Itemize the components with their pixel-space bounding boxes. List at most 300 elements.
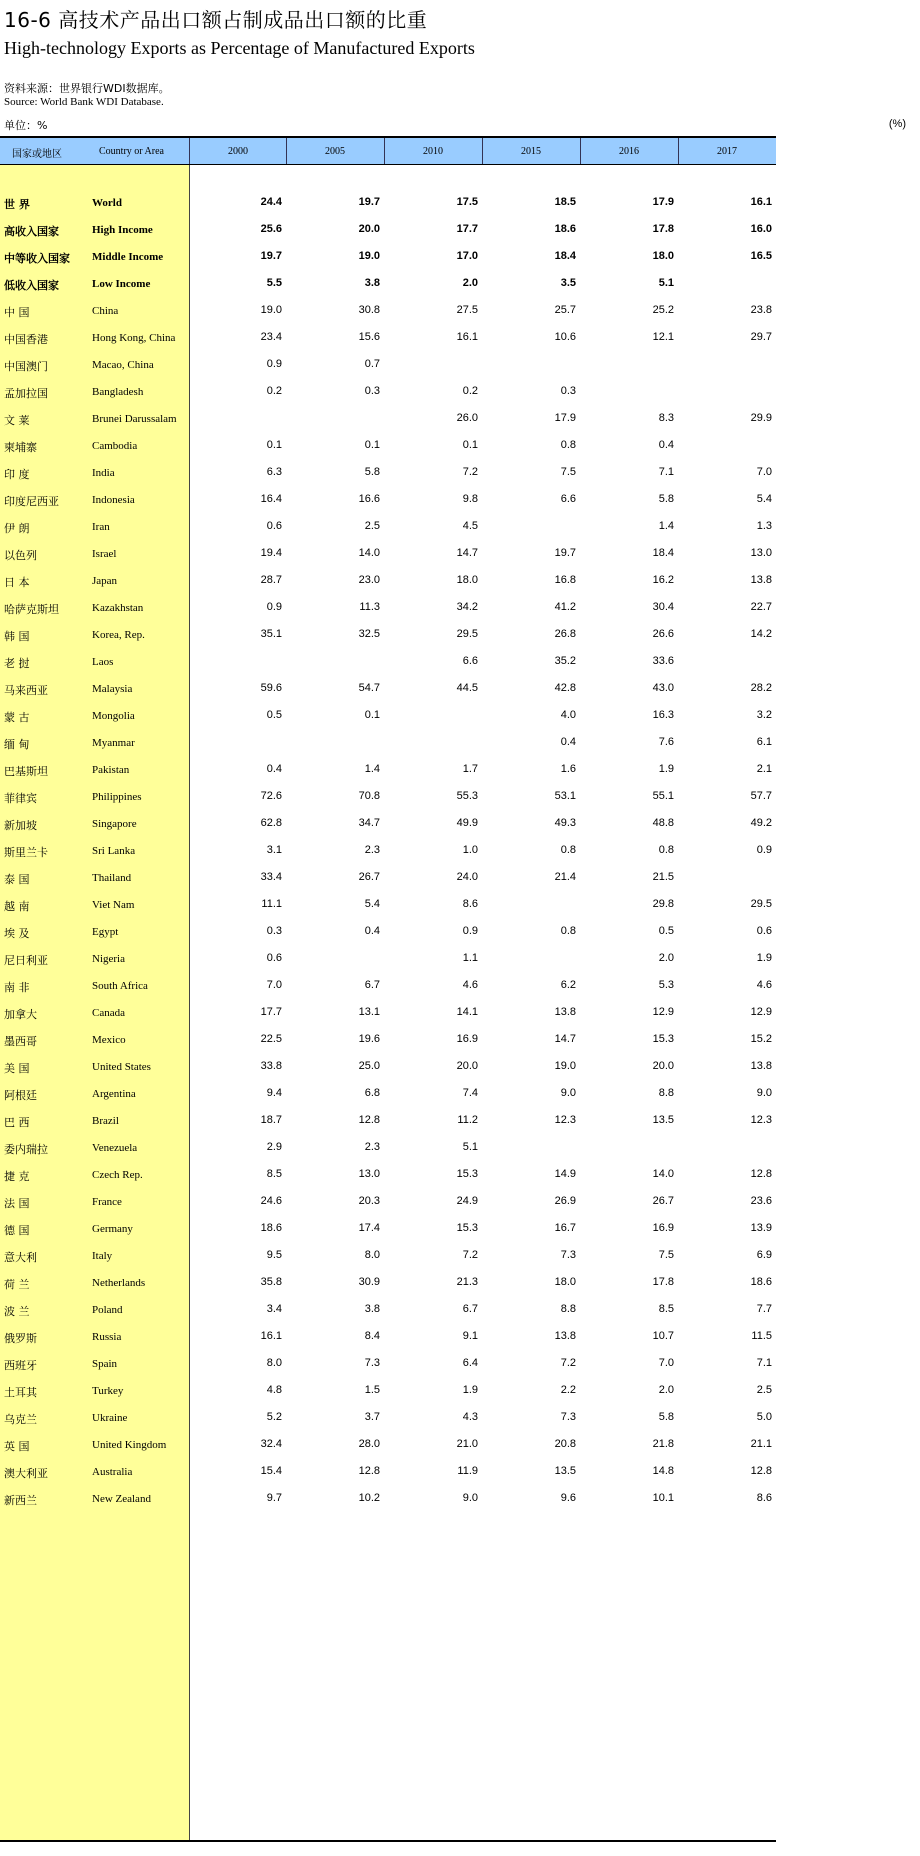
value-cell-2010: 2.0 [462, 277, 478, 289]
value-cell-2015: 8.8 [560, 1303, 576, 1315]
country-name-cn: 南 非 [4, 981, 30, 994]
country-name-cn: 新西兰 [4, 1494, 37, 1507]
table-row [0, 1296, 776, 1323]
value-cell-2000: 0.1 [266, 439, 282, 451]
value-cell-2016: 1.4 [658, 520, 674, 532]
value-cell-2015: 9.6 [560, 1492, 576, 1504]
value-cell-2016: 14.0 [652, 1168, 674, 1180]
value-cell-2000: 59.6 [260, 682, 282, 694]
value-cell-2015: 13.5 [554, 1465, 576, 1477]
value-cell-2016: 12.9 [652, 1006, 674, 1018]
value-cell-2016: 18.0 [652, 250, 674, 262]
value-cell-2005: 3.8 [364, 1303, 380, 1315]
value-cell-2005: 30.9 [358, 1276, 380, 1288]
table-row [0, 459, 776, 486]
country-name-cn: 老 挝 [4, 657, 30, 670]
table-row [0, 486, 776, 513]
table-row [0, 1107, 776, 1134]
value-cell-2005: 1.5 [364, 1384, 380, 1396]
country-name-en: Middle Income [92, 251, 164, 263]
value-cell-2010: 4.3 [462, 1411, 478, 1423]
country-name-en: Czech Rep. [92, 1169, 143, 1181]
value-cell-2005: 2.3 [364, 1141, 380, 1153]
country-name-cn: 委内瑞拉 [4, 1143, 48, 1156]
country-name-en: Sri Lanka [92, 845, 136, 857]
value-cell-2016: 30.4 [652, 601, 674, 613]
value-cell-2015: 7.3 [560, 1249, 576, 1261]
value-cell-2016: 20.0 [652, 1060, 674, 1072]
value-cell-2005: 70.8 [358, 790, 380, 802]
table-row [0, 648, 776, 675]
value-cell-2005: 2.5 [364, 520, 380, 532]
value-cell-2000: 0.6 [266, 520, 282, 532]
value-cell-2005: 12.8 [358, 1465, 380, 1477]
value-cell-2000: 0.3 [266, 925, 282, 937]
table-row [0, 1323, 776, 1350]
value-cell-2010: 7.4 [462, 1087, 478, 1099]
value-cell-2005: 6.8 [364, 1087, 380, 1099]
country-name-en: Mongolia [92, 710, 135, 722]
country-name-en: Bangladesh [92, 386, 144, 398]
country-name-en: Macao, China [92, 359, 154, 371]
value-cell-2015: 21.4 [554, 871, 576, 883]
value-cell-2005: 0.7 [364, 358, 380, 370]
value-cell-2010: 21.0 [456, 1438, 478, 1450]
value-cell-2000: 32.4 [260, 1438, 282, 1450]
value-cell-2017: 7.0 [756, 466, 772, 478]
value-cell-2000: 9.7 [266, 1492, 282, 1504]
value-cell-2017: 5.0 [756, 1411, 772, 1423]
value-cell-2015: 12.3 [554, 1114, 576, 1126]
value-cell-2015: 0.8 [560, 844, 576, 856]
value-cell-2000: 8.5 [266, 1168, 282, 1180]
value-cell-2005: 19.7 [358, 196, 380, 208]
header-year-2005: 2005 [325, 146, 345, 157]
country-name-cn: 中国香港 [4, 333, 48, 346]
country-name-en: Singapore [92, 818, 137, 830]
value-cell-2016: 7.1 [658, 466, 674, 478]
country-name-en: Egypt [92, 926, 119, 938]
header-year-2017: 2017 [717, 146, 737, 157]
country-name-en: Iran [92, 521, 110, 533]
country-name-cn: 美 国 [4, 1062, 30, 1075]
header-country-cn: 国家或地区 [12, 149, 62, 160]
table-row [0, 1134, 776, 1161]
country-name-en: Australia [92, 1466, 133, 1478]
value-cell-2017: 29.7 [750, 331, 772, 343]
value-cell-2015: 18.6 [554, 223, 576, 235]
country-name-cn: 伊 朗 [4, 522, 30, 535]
value-cell-2005: 23.0 [358, 574, 380, 586]
value-cell-2015: 3.5 [560, 277, 576, 289]
value-cell-2017: 18.6 [750, 1276, 772, 1288]
country-name-en: Viet Nam [92, 899, 135, 911]
value-cell-2000: 9.4 [266, 1087, 282, 1099]
table-row [0, 783, 776, 810]
country-name-en: Poland [92, 1304, 123, 1316]
table-row [0, 297, 776, 324]
country-name-cn: 孟加拉国 [4, 387, 48, 400]
value-cell-2016: 18.4 [652, 547, 674, 559]
page-title-cn: 16-6 高技术产品出口额占制成品出口额的比重 [4, 8, 428, 32]
table-row [0, 1404, 776, 1431]
country-name-cn: 尼日利亚 [4, 954, 48, 967]
value-cell-2016: 5.8 [658, 1411, 674, 1423]
value-cell-2016: 5.3 [658, 979, 674, 991]
value-cell-2017: 29.9 [750, 412, 772, 424]
country-name-en: Pakistan [92, 764, 130, 776]
value-cell-2005: 8.0 [364, 1249, 380, 1261]
value-cell-2017: 8.6 [756, 1492, 772, 1504]
table-row [0, 918, 776, 945]
value-cell-2016: 12.1 [652, 331, 674, 343]
value-cell-2010: 14.7 [456, 547, 478, 559]
value-cell-2016: 21.8 [652, 1438, 674, 1450]
value-cell-2015: 0.4 [560, 736, 576, 748]
table-row [0, 1431, 776, 1458]
value-cell-2005: 13.0 [358, 1168, 380, 1180]
value-cell-2017: 16.5 [750, 250, 772, 262]
country-name-en: Malaysia [92, 683, 133, 695]
value-cell-2017: 12.8 [750, 1168, 772, 1180]
header-year-2000: 2000 [228, 146, 248, 157]
value-cell-2015: 7.3 [560, 1411, 576, 1423]
country-name-cn: 印度尼西亚 [4, 495, 59, 508]
value-cell-2000: 22.5 [260, 1033, 282, 1045]
country-name-cn: 柬埔寨 [4, 441, 37, 454]
value-cell-2005: 54.7 [358, 682, 380, 694]
value-cell-2010: 7.2 [462, 1249, 478, 1261]
value-cell-2015: 13.8 [554, 1006, 576, 1018]
country-name-en: Thailand [92, 872, 132, 884]
value-cell-2000: 5.2 [266, 1411, 282, 1423]
country-name-en: Laos [92, 656, 114, 668]
value-cell-2005: 12.8 [358, 1114, 380, 1126]
country-name-en: Nigeria [92, 953, 125, 965]
country-name-en: Israel [92, 548, 117, 560]
value-cell-2015: 1.6 [560, 763, 576, 775]
value-cell-2000: 24.6 [260, 1195, 282, 1207]
value-cell-2015: 7.2 [560, 1357, 576, 1369]
country-name-cn: 斯里兰卡 [4, 846, 48, 859]
value-cell-2000: 35.1 [260, 628, 282, 640]
country-name-cn: 俄罗斯 [4, 1332, 37, 1345]
country-name-cn: 高收入国家 [4, 225, 59, 238]
value-cell-2017: 6.9 [756, 1249, 772, 1261]
table-row [0, 1215, 776, 1242]
value-cell-2016: 8.3 [658, 412, 674, 424]
value-cell-2005: 3.7 [364, 1411, 380, 1423]
value-cell-2016: 7.0 [658, 1357, 674, 1369]
value-cell-2016: 17.9 [652, 196, 674, 208]
value-cell-2010: 7.2 [462, 466, 478, 478]
value-cell-2016: 5.1 [658, 277, 674, 289]
value-cell-2000: 24.4 [260, 196, 282, 208]
table-row [0, 378, 776, 405]
value-cell-2015: 53.1 [554, 790, 576, 802]
value-cell-2000: 2.9 [266, 1141, 282, 1153]
value-cell-2000: 3.4 [266, 1303, 282, 1315]
value-cell-2010: 24.9 [456, 1195, 478, 1207]
value-cell-2016: 8.8 [658, 1087, 674, 1099]
value-cell-2017: 23.8 [750, 304, 772, 316]
value-cell-2000: 28.7 [260, 574, 282, 586]
value-cell-2005: 17.4 [358, 1222, 380, 1234]
value-cell-2000: 7.0 [266, 979, 282, 991]
country-name-en: High Income [92, 224, 153, 236]
country-name-en: New Zealand [92, 1493, 151, 1505]
value-cell-2010: 0.1 [462, 439, 478, 451]
value-cell-2005: 32.5 [358, 628, 380, 640]
value-cell-2005: 5.4 [364, 898, 380, 910]
country-name-en: United Kingdom [92, 1439, 167, 1451]
table-row [0, 432, 776, 459]
value-cell-2005: 7.3 [364, 1357, 380, 1369]
table-row [0, 1188, 776, 1215]
country-name-en: Venezuela [92, 1142, 138, 1154]
value-cell-2005: 2.3 [364, 844, 380, 856]
value-cell-2015: 41.2 [554, 601, 576, 613]
table-row [0, 1242, 776, 1269]
country-name-cn: 澳大利亚 [4, 1467, 48, 1480]
value-cell-2016: 48.8 [652, 817, 674, 829]
country-name-en: Brazil [92, 1115, 119, 1127]
table-row [0, 567, 776, 594]
value-cell-2000: 0.9 [266, 358, 282, 370]
value-cell-2017: 15.2 [750, 1033, 772, 1045]
value-cell-2017: 1.9 [756, 952, 772, 964]
value-cell-2000: 5.5 [266, 277, 282, 289]
value-cell-2015: 42.8 [554, 682, 576, 694]
value-cell-2017: 57.7 [750, 790, 772, 802]
table-row [0, 729, 776, 756]
table-row [0, 702, 776, 729]
country-name-en: Kazakhstan [92, 602, 144, 614]
value-cell-2005: 20.0 [358, 223, 380, 235]
table-row [0, 324, 776, 351]
country-name-cn: 墨西哥 [4, 1035, 37, 1048]
value-cell-2010: 27.5 [456, 304, 478, 316]
table-row [0, 405, 776, 432]
value-cell-2017: 0.6 [756, 925, 772, 937]
value-cell-2017: 4.6 [756, 979, 772, 991]
source-note-cn: 资料来源：世界银行WDI数据库。 [4, 82, 170, 95]
value-cell-2015: 6.2 [560, 979, 576, 991]
value-cell-2005: 19.6 [358, 1033, 380, 1045]
country-name-en: Korea, Rep. [92, 629, 145, 641]
value-cell-2005: 28.0 [358, 1438, 380, 1450]
value-cell-2010: 1.0 [462, 844, 478, 856]
table-row [0, 999, 776, 1026]
value-cell-2005: 34.7 [358, 817, 380, 829]
country-name-cn: 巴基斯坦 [4, 765, 48, 778]
value-cell-2005: 3.8 [364, 277, 380, 289]
value-cell-2010: 17.5 [456, 196, 478, 208]
value-cell-2000: 6.3 [266, 466, 282, 478]
table-header [0, 136, 776, 165]
value-cell-2015: 7.5 [560, 466, 576, 478]
value-cell-2000: 9.5 [266, 1249, 282, 1261]
country-name-cn: 波 兰 [4, 1305, 30, 1318]
table-row [0, 1161, 776, 1188]
table-row [0, 1377, 776, 1404]
value-cell-2010: 9.8 [462, 493, 478, 505]
value-cell-2016: 0.4 [658, 439, 674, 451]
country-name-en: Argentina [92, 1088, 136, 1100]
table-row [0, 1485, 776, 1512]
value-cell-2015: 20.8 [554, 1438, 576, 1450]
country-name-cn: 低收入国家 [4, 279, 59, 292]
value-cell-2015: 0.8 [560, 925, 576, 937]
value-cell-2010: 21.3 [456, 1276, 478, 1288]
value-cell-2010: 18.0 [456, 574, 478, 586]
table-row [0, 756, 776, 783]
country-name-en: Turkey [92, 1385, 124, 1397]
value-cell-2005: 1.4 [364, 763, 380, 775]
value-cell-2000: 15.4 [260, 1465, 282, 1477]
country-name-cn: 中等收入国家 [4, 252, 70, 265]
country-name-en: Germany [92, 1223, 133, 1235]
value-cell-2000: 23.4 [260, 331, 282, 343]
table-row [0, 189, 776, 216]
value-cell-2000: 35.8 [260, 1276, 282, 1288]
table-row [0, 1080, 776, 1107]
value-cell-2015: 4.0 [560, 709, 576, 721]
country-name-cn: 文 莱 [4, 414, 30, 427]
value-cell-2005: 20.3 [358, 1195, 380, 1207]
table-row [0, 1026, 776, 1053]
table-row [0, 1350, 776, 1377]
table-row [0, 891, 776, 918]
value-cell-2017: 1.3 [756, 520, 772, 532]
value-cell-2010: 6.6 [462, 655, 478, 667]
country-name-en: France [92, 1196, 122, 1208]
value-cell-2016: 5.8 [658, 493, 674, 505]
value-cell-2016: 26.6 [652, 628, 674, 640]
value-cell-2015: 0.8 [560, 439, 576, 451]
country-name-cn: 马来西亚 [4, 684, 48, 697]
value-cell-2010: 15.3 [456, 1168, 478, 1180]
value-cell-2005: 0.4 [364, 925, 380, 937]
value-cell-2016: 7.5 [658, 1249, 674, 1261]
value-cell-2005: 26.7 [358, 871, 380, 883]
value-cell-2010: 17.0 [456, 250, 478, 262]
value-cell-2017: 12.8 [750, 1465, 772, 1477]
value-cell-2010: 14.1 [456, 1006, 478, 1018]
header-year-2016: 2016 [619, 146, 639, 157]
value-cell-2017: 21.1 [750, 1438, 772, 1450]
value-cell-2016: 16.3 [652, 709, 674, 721]
value-cell-2016: 17.8 [652, 223, 674, 235]
value-cell-2015: 19.0 [554, 1060, 576, 1072]
country-name-en: Japan [92, 575, 118, 587]
value-cell-2017: 13.8 [750, 1060, 772, 1072]
country-name-cn: 荷 兰 [4, 1278, 30, 1291]
value-cell-2016: 13.5 [652, 1114, 674, 1126]
value-cell-2010: 20.0 [456, 1060, 478, 1072]
value-cell-2005: 19.0 [358, 250, 380, 262]
table-row [0, 675, 776, 702]
value-cell-2016: 26.7 [652, 1195, 674, 1207]
value-cell-2015: 18.5 [554, 196, 576, 208]
country-name-en: Russia [92, 1331, 122, 1343]
header-year-2015: 2015 [521, 146, 541, 157]
value-cell-2015: 10.6 [554, 331, 576, 343]
value-cell-2005: 6.7 [364, 979, 380, 991]
value-cell-2000: 33.4 [260, 871, 282, 883]
country-name-en: Canada [92, 1007, 125, 1019]
table-row [0, 594, 776, 621]
country-name-cn: 土耳其 [4, 1386, 37, 1399]
value-cell-2017: 2.1 [756, 763, 772, 775]
table-row [0, 864, 776, 891]
value-cell-2010: 15.3 [456, 1222, 478, 1234]
value-cell-2005: 14.0 [358, 547, 380, 559]
value-cell-2016: 10.7 [652, 1330, 674, 1342]
value-cell-2016: 43.0 [652, 682, 674, 694]
value-cell-2015: 25.7 [554, 304, 576, 316]
value-cell-2017: 22.7 [750, 601, 772, 613]
country-name-cn: 英 国 [4, 1440, 30, 1453]
country-name-en: Italy [92, 1250, 113, 1262]
table-row [0, 972, 776, 999]
value-cell-2017: 29.5 [750, 898, 772, 910]
value-cell-2017: 23.6 [750, 1195, 772, 1207]
value-cell-2015: 16.7 [554, 1222, 576, 1234]
value-cell-2016: 1.9 [658, 763, 674, 775]
value-cell-2005: 10.2 [358, 1492, 380, 1504]
value-cell-2000: 25.6 [260, 223, 282, 235]
value-cell-2000: 33.8 [260, 1060, 282, 1072]
value-cell-2010: 0.9 [462, 925, 478, 937]
value-cell-2016: 16.9 [652, 1222, 674, 1234]
value-cell-2010: 0.2 [462, 385, 478, 397]
country-name-en: Cambodia [92, 440, 138, 452]
header-year-2010: 2010 [423, 146, 443, 157]
value-cell-2010: 5.1 [462, 1141, 478, 1153]
value-cell-2017: 7.1 [756, 1357, 772, 1369]
value-cell-2005: 0.3 [364, 385, 380, 397]
country-name-cn: 泰 国 [4, 873, 30, 886]
value-cell-2017: 3.2 [756, 709, 772, 721]
value-cell-2010: 29.5 [456, 628, 478, 640]
value-cell-2010: 17.7 [456, 223, 478, 235]
value-cell-2000: 18.6 [260, 1222, 282, 1234]
value-cell-2000: 0.2 [266, 385, 282, 397]
table-row [0, 351, 776, 378]
country-name-cn: 乌克兰 [4, 1413, 37, 1426]
value-cell-2017: 5.4 [756, 493, 772, 505]
table-row [0, 513, 776, 540]
value-cell-2005: 30.8 [358, 304, 380, 316]
value-cell-2000: 18.7 [260, 1114, 282, 1126]
country-name-cn: 印 度 [4, 468, 30, 481]
value-cell-2000: 17.7 [260, 1006, 282, 1018]
value-cell-2000: 19.7 [260, 250, 282, 262]
value-cell-2016: 2.0 [658, 1384, 674, 1396]
table-row [0, 540, 776, 567]
value-cell-2000: 4.8 [266, 1384, 282, 1396]
value-cell-2015: 17.9 [554, 412, 576, 424]
value-cell-2016: 16.2 [652, 574, 674, 586]
country-name-en: Low Income [92, 278, 151, 290]
value-cell-2015: 14.9 [554, 1168, 576, 1180]
value-cell-2017: 7.7 [756, 1303, 772, 1315]
country-name-en: Ukraine [92, 1412, 128, 1424]
country-name-cn: 加拿大 [4, 1008, 37, 1021]
table-row [0, 621, 776, 648]
value-cell-2017: 13.9 [750, 1222, 772, 1234]
